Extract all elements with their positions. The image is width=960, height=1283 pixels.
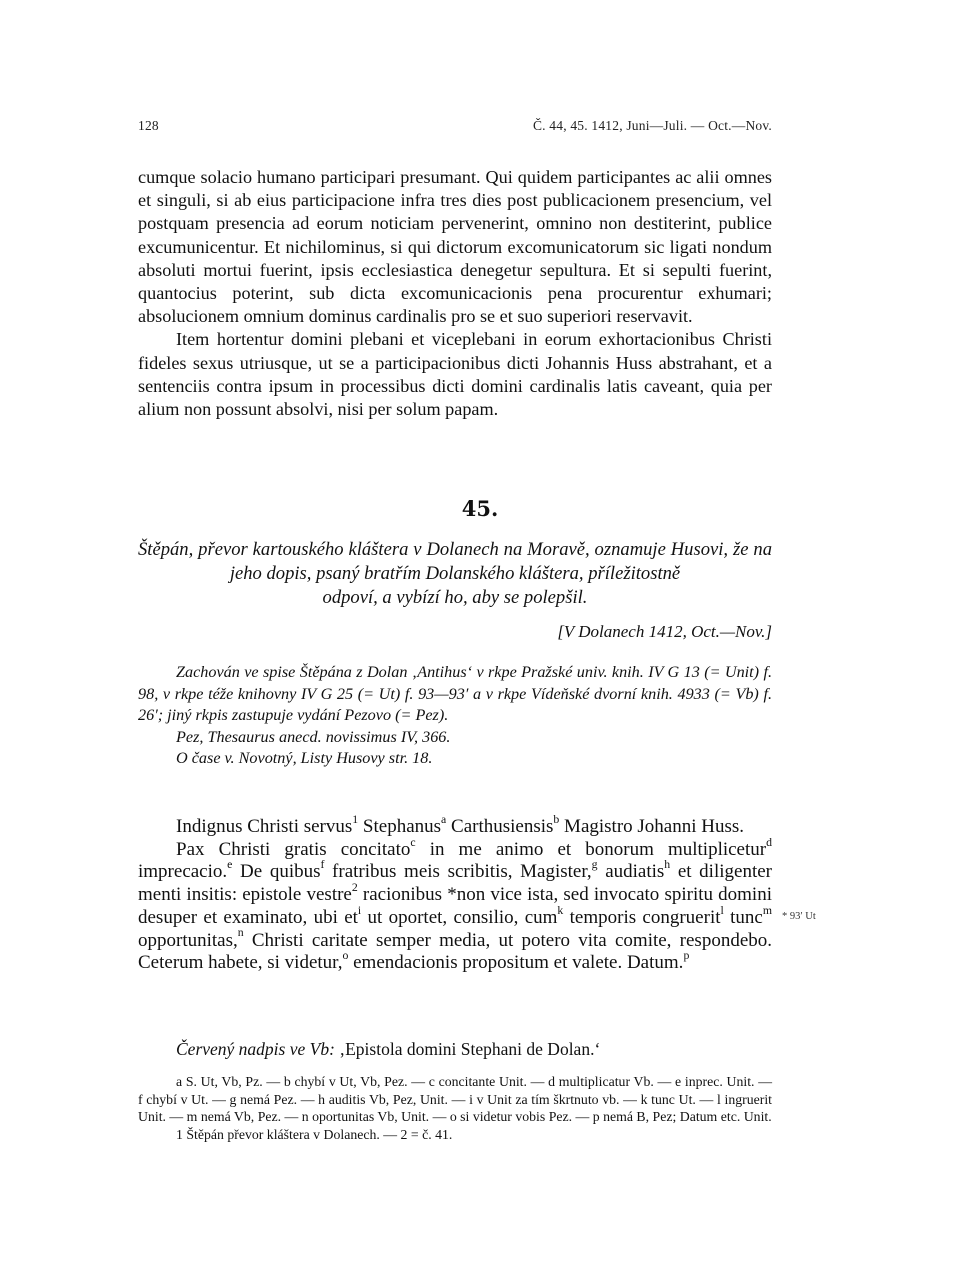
running-header: [138, 118, 772, 138]
critical-apparatus: a S. Ut, Vb, Pz. — b chybí v Ut, Vb, Pez. — c concitante Unit. — d multiplicatur Vb. — e inprec. Unit. — f chybí v Ut. — g nemá Pez. — h auditis Vb, Pez, Unit. — i v Unit za tím škrtnuto vb. — k tunc Ut. — l ingruerit Unit. — m nemá Vb, Pez. — n oportunitas Vb, Unit. — o si videtur vobis Pez. — p nemá B, Pez; Datum etc. Unit.: [138, 1074, 772, 1125]
rubric-note: [138, 1038, 810, 1060]
paragraph: Item hortentur domini plebani et viceplebani in eorum exhortacionibus Christi fideles sexus utriusque, ut se a participacionibus dicti Johannis Huss abstrahant, et a sentenciis contra ipsum in processibus dicti domini cardinalis latis caveant, quia per alium non possunt absolvi, nisi per solum papam.: [138, 329, 772, 420]
explanatory-notes: 1 Štěpán převor kláštera v Dolanech. — 2 = č. 41.: [176, 1126, 453, 1142]
section-summary: [138, 538, 772, 610]
letter-body: Pax Christi gratis concitato$^c$ in me animo et bonorum multiplicetur$^d$ imprecacio.$^e$ De quibus$^f$ fratribus meis scribitis, Magister,$^g$ audiatis$^h$ et diligenter menti insitis: epistole vestre$^2$ racionibus *non vice ista, sed invocato spiritu domini desuper et examinato, ubi $et^i$ ut oportet, consilio, cum$^k$ temporis congruerit$^l$ tunc$^m$ opportunitas,$^n$ Christi caritate semper media, ut potero vita comite, respondebo. Ceterum habete, si videtur,$^o$ emendacionis propositum et valete. Datum.$^p$: [138, 835, 772, 974]
letter-text: [138, 812, 772, 975]
running-title: Č. 44, 45. 1412, Juni—Juli. — Oct.—Nov.: [532, 118, 772, 133]
summary-line: odpoví, a vybízí ho, aby se polepšil.: [322, 587, 588, 608]
date-note: O čase v. Novotný, Listy Husovy str. 18.: [176, 749, 433, 767]
continued-document-text: [138, 166, 772, 421]
letter-salutation: Indignus Christi servus$^1$ Stephanus$^a$ Carthusiensis$^b$ Magistro Johanni Huss.: [176, 812, 745, 837]
page-number: 128: [138, 118, 159, 133]
source-notes: [138, 662, 772, 770]
margin-folio-note: * 93′ Ut: [782, 911, 816, 922]
place-date-line: [V Dolanech 1412, Oct.—Nov.]: [557, 622, 772, 641]
section-number: 45.: [461, 496, 499, 521]
summary-line: Štěpán, převor kartouského kláštera v Dolanech na Moravě, oznamuje Husovi, že na jeho dopis, psaný bratřím Dolanského kláštera, příležitostně: [138, 539, 772, 584]
footnotes: [138, 1073, 772, 1143]
rubric-text: ‚Epistola domini Stephani de Dolan.‘: [334, 1039, 601, 1059]
rubric-label: Červený nadpis ve Vb:: [176, 1039, 335, 1059]
paragraph: cumque solacio humano participari presumant. Qui quidem participantes ac alii omnes et singuli, si ab eius participacione infra tres dies post publicacionem presencium, vel postquam presencia ad eorum noticiam pervenerint, omnino non destiterint, publice excumunicentur. Et nichilominus, si qui dictorum excomunicatorum sic ligati nondum absoluti mortui fuerint, ipsis ecclesiastica denegetur sepultura. Et si sepulti fuerint, quantocius poterint, sub dicta excomunicacionis pena procurentur exhumari; absolucionem omnium dominus cardinalis pro se et suo superiori reservavit.: [138, 167, 772, 327]
edition-note: Pez, Thesaurus anecd. novissimus IV, 366.: [176, 727, 451, 746]
manuscript-note: Zachován ve spise Štěpána z Dolan ‚Antihus‘ v rkpe Pražské univ. knih. IV G 13 (= Unit) f. 98, v rkpe téže knihovny IV G 25 (= Ut) f. 93—93′ a v rkpe Vídeňské dvorní knih. 4933 (= Vb) f. 26′; jiný rkpis zastupuje vydání Pezovo (= Pez).: [138, 663, 772, 724]
